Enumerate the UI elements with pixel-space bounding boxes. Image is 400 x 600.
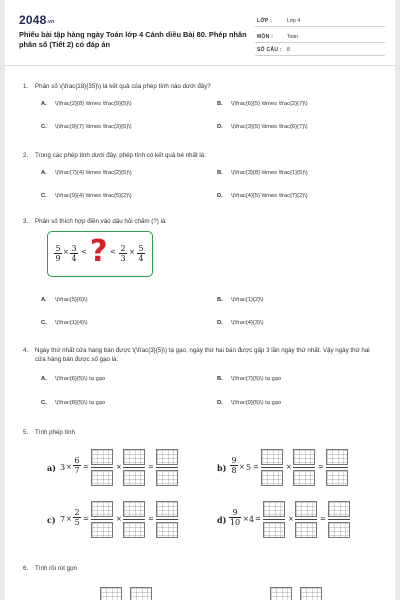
answer-grid-numerator[interactable] [326, 449, 348, 465]
question-text: Tính rồi rút gọn [35, 565, 77, 572]
worksheet-title: Phiếu bài tập hàng ngày Toán lớp 4 Cánh diều Bài 80. Phép nhân phân số (Tiết 2) có đáp án [19, 30, 247, 49]
answer-grid-numerator[interactable] [261, 449, 283, 465]
meta-count [255, 43, 385, 56]
fraction-bar [326, 467, 348, 468]
option-text: \(\frac{6}{5}\) tạ gạo [55, 376, 106, 382]
option-letter: D. [217, 193, 223, 199]
whole-number: 3 [60, 463, 66, 472]
answer-grid-denominator[interactable] [156, 522, 178, 538]
meta-key: LỚP : [257, 18, 273, 24]
option-letter: D. [217, 400, 223, 406]
option-letter: B. [217, 376, 223, 382]
answer-grid-denominator[interactable] [156, 470, 178, 486]
fraction: 9 10 [229, 508, 241, 527]
fraction: 2 3 [120, 244, 126, 263]
answer-grid-numerator[interactable] [156, 501, 178, 517]
option-text: \(\frac{4}{3}\) [231, 320, 264, 326]
answer-grid-numerator[interactable] [130, 587, 152, 600]
fraction-bar [328, 519, 350, 520]
answer-grid-numerator[interactable] [123, 501, 145, 517]
option-text: \(\frac{3}{5} \times \frac{6}{7}\) [231, 124, 308, 130]
answer-grid-denominator[interactable] [326, 470, 348, 486]
meta-subject [255, 30, 385, 43]
meta-class [255, 14, 385, 27]
answer-grid-numerator[interactable] [300, 587, 322, 600]
option-text: \(\frac{7}{5}\) tạ gạo [231, 376, 282, 382]
answer-grid-denominator[interactable] [293, 470, 315, 486]
option-b[interactable] [217, 297, 264, 303]
option-d[interactable] [217, 193, 308, 199]
meta-value: Lớp 4 [287, 18, 301, 24]
question-number: 2. [23, 152, 29, 159]
question-number: 4. [23, 347, 29, 354]
option-d[interactable] [217, 320, 264, 326]
times-sign: × [116, 463, 122, 471]
option-text: \(\frac{8}{5}\) tạ gạo [55, 400, 106, 406]
fraction-bar [295, 519, 317, 520]
meta-value: 8 [287, 47, 290, 53]
option-text: \(\frac{5}{6}\) [55, 297, 88, 303]
question-mark: ? [90, 234, 108, 269]
option-text: \(\frac{9}{4} \times \frac{5}{2}\) [55, 193, 132, 199]
logo-text: 2048 [19, 13, 47, 27]
option-letter: A. [41, 297, 47, 303]
fraction: 2 5 [74, 508, 80, 527]
option-text: \(\frac{6}{5} \times \frac{2}{7}\) [231, 101, 308, 107]
worksheet-header [5, 0, 395, 66]
answer-grid-numerator[interactable] [91, 501, 113, 517]
option-d[interactable] [217, 400, 281, 406]
equals-sign: = [318, 463, 324, 471]
fraction-bar [261, 467, 283, 468]
times-sign: × [63, 248, 69, 256]
option-letter: B. [217, 101, 223, 107]
answer-grid-denominator[interactable] [263, 522, 285, 538]
whole-number: 5 [246, 463, 252, 472]
question-number: 3. [23, 218, 29, 225]
option-text: \(\frac{3}{8} \times \frac{1}{5}\) [231, 170, 308, 176]
option-letter: C. [41, 124, 47, 130]
fraction-bar [91, 519, 113, 520]
option-letter: B. [217, 170, 223, 176]
fraction-bar [91, 467, 113, 468]
fraction-bar [293, 467, 315, 468]
answer-grid-denominator[interactable] [295, 522, 317, 538]
option-a[interactable] [41, 376, 105, 382]
equals-sign: = [83, 515, 89, 523]
option-letter: A. [41, 170, 47, 176]
answer-grid-numerator[interactable] [263, 501, 285, 517]
times-sign: × [243, 515, 249, 523]
equals-sign: = [148, 463, 154, 471]
option-text: \(\frac{7}{4} \times \frac{2}{5}\) [55, 170, 132, 176]
option-text: \(\frac{1}{2}\) [231, 297, 264, 303]
answer-grid-numerator[interactable] [328, 501, 350, 517]
exercise-label: d) [217, 515, 227, 525]
answer-grid-denominator[interactable] [91, 522, 113, 538]
meta-key: SỐ CÂU : [257, 47, 282, 53]
option-a[interactable] [41, 170, 132, 176]
times-sign: × [239, 463, 245, 471]
option-a[interactable] [41, 297, 88, 303]
meta-value: Toán [287, 34, 298, 40]
option-c[interactable] [41, 400, 105, 406]
fraction-bar [123, 519, 145, 520]
question-text: Phân số thích hợp điền vào dấu hỏi chấm (?) là: [35, 218, 168, 225]
exercise-label: c) [47, 515, 56, 525]
equals-sign: = [148, 515, 154, 523]
option-letter: C. [41, 400, 47, 406]
meta-key: MÔN : [257, 34, 274, 40]
fraction-bar [156, 519, 178, 520]
answer-grid-denominator[interactable] [123, 522, 145, 538]
option-text: \(\frac{2}{8} \times \frac{9}{5}\) [55, 101, 132, 107]
option-c[interactable] [41, 320, 88, 326]
answer-grid-numerator[interactable] [91, 449, 113, 465]
fraction: 5 4 [138, 244, 144, 263]
fraction-bar [156, 467, 178, 468]
option-d[interactable] [217, 124, 308, 130]
answer-grid-denominator[interactable] [91, 470, 113, 486]
option-text: \(\frac{9}{7} \times \frac{3}{5}\) [55, 124, 132, 130]
option-c[interactable] [41, 124, 132, 130]
answer-grid-denominator[interactable] [328, 522, 350, 538]
option-b[interactable] [217, 101, 308, 107]
answer-grid-numerator[interactable] [270, 587, 292, 600]
times-sign: × [66, 463, 72, 471]
fraction-bar [263, 519, 285, 520]
times-sign: × [66, 515, 72, 523]
equals-sign: = [83, 463, 89, 471]
fraction: 3 4 [71, 244, 77, 263]
less-than-sign: < [110, 248, 116, 256]
option-c[interactable] [41, 193, 132, 199]
option-letter: D. [217, 320, 223, 326]
option-b[interactable] [217, 376, 281, 382]
exercise-label: b) [217, 463, 227, 473]
option-text: \(\frac{1}{4}\) [55, 320, 88, 326]
times-sign: × [288, 515, 294, 523]
answer-grid-numerator[interactable] [100, 587, 122, 600]
question-text: Tính phép tính [35, 429, 75, 436]
times-sign: × [286, 463, 292, 471]
answer-grid-numerator[interactable] [293, 449, 315, 465]
whole-number: 4 [249, 515, 255, 524]
question-text: Ngày thứ nhất cửa hàng bán được \(\frac{3}{5}\) tạ gạo, ngày thứ hai bán được gấp 3 lần ngày thứ nhất. Vậy ngày thứ hai cửa hàng bán được số gạo là: [35, 347, 370, 363]
question-number: 6. [23, 565, 29, 572]
exercise-label: a) [47, 463, 56, 473]
fraction-comparison-figure [47, 231, 153, 277]
site-logo[interactable] [19, 13, 54, 27]
option-letter: C. [41, 193, 47, 199]
fraction-bar [123, 467, 145, 468]
fraction: 9 8 [231, 456, 237, 475]
option-b[interactable] [217, 170, 308, 176]
answer-grid-numerator[interactable] [156, 449, 178, 465]
question-number: 5. [23, 429, 29, 436]
answer-grid-numerator[interactable] [123, 449, 145, 465]
worksheet-page [5, 0, 395, 600]
times-sign: × [116, 515, 122, 523]
option-a[interactable] [41, 101, 132, 107]
fraction: 5 9 [55, 244, 61, 263]
question-text: Phân số \(\frac{18}{35}\) là kết quả của phép tính nào dưới đây? [35, 83, 211, 90]
logo-suffix: .vn [46, 19, 55, 25]
option-letter: D. [217, 124, 223, 130]
less-than-sign: < [81, 248, 87, 256]
equals-sign: = [255, 515, 261, 523]
times-sign: × [129, 248, 135, 256]
question-text: Trong các phép tính dưới đây, phép tính có kết quả bé nhất là: [35, 152, 206, 159]
option-letter: A. [41, 376, 47, 382]
answer-grid-numerator[interactable] [295, 501, 317, 517]
option-letter: B. [217, 297, 223, 303]
whole-number: 7 [60, 515, 66, 524]
answer-grid-denominator[interactable] [123, 470, 145, 486]
option-text: \(\frac{4}{5} \times \frac{7}{2}\) [231, 193, 308, 199]
option-text: \(\frac{9}{5}\) tạ gạo [231, 400, 282, 406]
fraction: 6 7 [74, 456, 80, 475]
answer-grid-denominator[interactable] [261, 470, 283, 486]
question-number: 1. [23, 83, 29, 90]
equals-sign: = [253, 463, 259, 471]
option-letter: C. [41, 320, 47, 326]
equals-sign: = [320, 515, 326, 523]
option-letter: A. [41, 101, 47, 107]
